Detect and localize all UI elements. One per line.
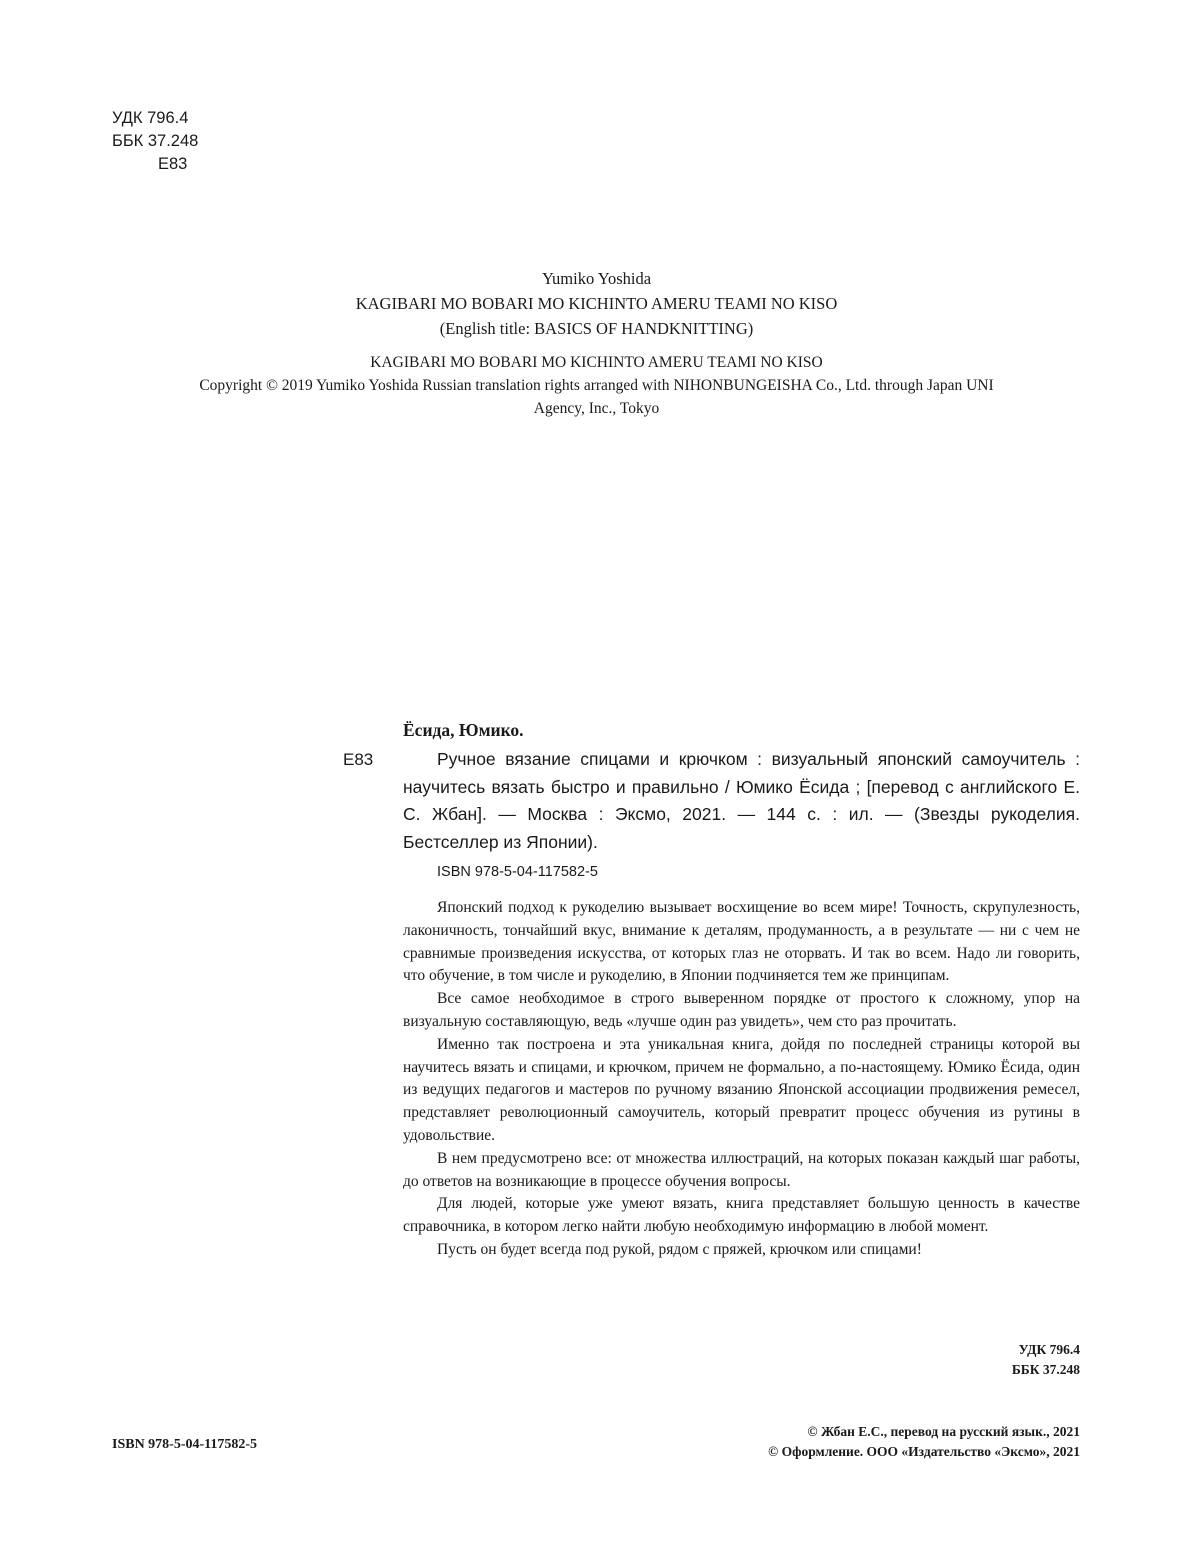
annotation-paragraph: Для людей, которые уже умеют вязать, книга представляет большую ценность в качестве справочника, в котором легко найти любую необходимую информацию в любой момент.	[403, 1195, 1080, 1236]
udk-code: УДК 796.4	[112, 109, 189, 127]
annotation-paragraph: В нем предусмотрено все: от множества иллюстраций, на которых показан каждый шаг работы, до ответов на возникающие в процессе обучения вопросы.	[403, 1149, 1080, 1190]
annotation	[403, 897, 1080, 1262]
classification-bottom	[900, 1340, 1080, 1380]
cutter-code: Е83	[158, 155, 188, 173]
classification-top	[112, 107, 198, 176]
record-cutter: Е83	[343, 750, 374, 769]
original-edition	[150, 266, 1043, 341]
rights-notice	[190, 351, 1003, 420]
copyright-translation: © Жбан Е.С., перевод на русский язык., 2021	[807, 1424, 1080, 1439]
bbk-code: ББК 37.248	[112, 132, 199, 150]
rights-title: KAGIBARI MO BOBARI MO KICHINTO AMERU TEAMI NO KISO	[370, 354, 823, 371]
annotation-paragraph: Все самое необходимое в строго выверенном порядке от простого к сложному, упор на визуальную составляющую, ведь «лучше один раз увидеть», чем сто раз прочитать.	[403, 990, 1080, 1030]
english-title: (English title: BASICS OF HANDKNITTING)	[439, 319, 754, 338]
record-author-heading: Ёсида, Юмико.	[403, 720, 524, 740]
annotation-paragraph: Японский подход к рукоделию вызывает восхищение во всем мире! Точность, скрупулезность, лаконичность, тончайший вкус, внимание к деталям, продуманность, а в результате — ни с чем не сравнимые произведения искусства, от которых глаз не оторвать. И так во всем. Надо ли говорить, что обучение, в том числе и рукоделию, в Японии подчиняется тем же принципам.	[403, 899, 1080, 985]
rights-text: Copyright © 2019 Yumiko Yoshida Russian translation rights arranged with NIHONBUNGEISHA Co., Ltd. through Japan UNI Agency, Inc., Tokyo	[199, 377, 994, 417]
record-isbn: ISBN 978-5-04-117582-5	[437, 864, 598, 880]
annotation-paragraph: Именно так построена и эта уникальная книга, дойдя по последней страницы которой вы научитесь вязать и спицами, и крючком, причем не формально, а по-настоящему. Юмико Ёсида, один из ведущих педагогов и мастеров по ручному вязанию Японской ассоциации продвижения ремесел, представляет революционный самоучитель, который превратит процесс обучения из рутины в удовольствие.	[403, 1035, 1080, 1144]
footer-copyright	[650, 1422, 1080, 1462]
record-description	[403, 746, 1080, 856]
original-title: KAGIBARI MO BOBARI MO KICHINTO AMERU TEAMI NO KISO	[355, 294, 838, 313]
record-description-text: Ручное вязание спицами и крючком : визуальный японский самоучитель : научитесь вязать быстро и правильно / Юмико Ёсида ; [перевод с английского Е. С. Жбан]. — Москва : Эксмо, 2021. — 144 с. : ил. — (Звезды рукоделия. Бестселлер из Японии).	[403, 749, 1080, 852]
footer-isbn: ISBN 978-5-04-117582-5	[112, 1437, 258, 1452]
udk-code-bottom: УДК 796.4	[1018, 1342, 1080, 1357]
copyright-design: © Оформление. ООО «Издательство «Эксмо», 2021	[768, 1444, 1080, 1459]
bbk-code-bottom: ББК 37.248	[1011, 1362, 1080, 1377]
annotation-paragraph: Пусть он будет всегда под рукой, рядом с пряжей, крючком или спицами!	[437, 1240, 922, 1258]
original-author: Yumiko Yoshida	[541, 269, 652, 288]
